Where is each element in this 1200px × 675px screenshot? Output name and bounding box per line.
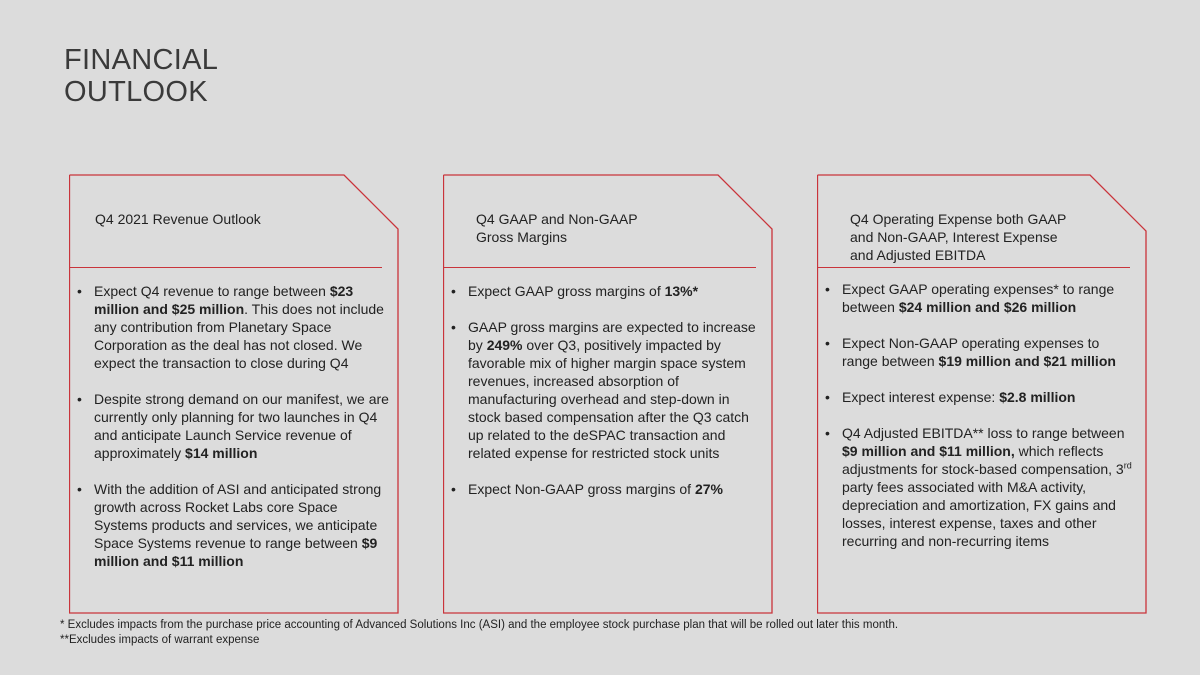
- card-divider: [69, 267, 382, 268]
- bullet-item: [842, 424, 1132, 550]
- bold-value: $9 million and $11 million: [94, 535, 378, 569]
- slide-title: [64, 44, 218, 108]
- card-divider: [443, 267, 756, 268]
- bullet-text: Expect GAAP operating expenses* to range between: [842, 281, 1115, 315]
- card-heading-line: and Non-GAAP, Interest Expense: [850, 229, 1058, 245]
- bold-value: $24 million and $26 million: [898, 299, 1077, 315]
- bullet-text: Despite strong demand on our manifest, we are currently only planning for two launches in Q4 and anticipate Launch Service revenue of approximately: [94, 391, 389, 461]
- bullet-text: Expect Non-GAAP gross margins of: [468, 481, 695, 497]
- bullet-item: [468, 282, 763, 300]
- card-bullet-list: [468, 282, 763, 516]
- card-heading: [850, 210, 1110, 264]
- card-heading-line: and Adjusted EBITDA: [850, 247, 986, 263]
- bullet-text: Expect Q4 revenue to range between: [94, 283, 330, 299]
- bullet-item: [468, 480, 763, 498]
- card-bullet-list: [842, 280, 1132, 568]
- bullet-item: [94, 390, 389, 462]
- bold-value: $9 million and $11 million,: [842, 443, 1015, 459]
- card-heading-line: Q4 2021 Revenue Outlook: [95, 211, 261, 227]
- bold-value: $23 million and $25 million: [94, 283, 354, 317]
- card-heading-line: Q4 Operating Expense both GAAP: [850, 211, 1067, 227]
- bullet-text: Q4 Adjusted EBITDA** loss to range between: [842, 425, 1125, 441]
- bullet-text: . This does not include any contribution from Planetary Space Corporation as the deal has not closed. We expect the transaction to close during Q4: [94, 301, 384, 371]
- bullet-text: over Q3, positively impacted by favorable mix of higher margin space system revenues, increased absorption of manufacturing overhead and step-down in stock based compensation after the Q3 catch up related to the deSPAC transaction and related expense for restricted stock units: [468, 337, 749, 461]
- bullet-text: party fees associated with M&A activity, depreciation and amortization, FX gains and losses, interest expense, taxes and other recurring and non-recurring items: [842, 479, 1116, 549]
- footnote-asi: * Excludes impacts from the purchase price accounting of Advanced Solutions Inc (ASI) and the employee stock purchase plan that will be rolled out later this month.: [60, 619, 899, 631]
- bullet-item: [468, 318, 763, 462]
- bullet-text: With the addition of ASI and anticipated strong growth across Rocket Labs core Space Systems products and services, we anticipate Space Systems revenue to range between: [94, 481, 382, 551]
- card-heading: [95, 210, 355, 228]
- bullet-text: GAAP gross margins are expected to increase by: [468, 319, 756, 353]
- superscript: rd: [1123, 460, 1132, 471]
- bold-value: 27%: [694, 481, 723, 497]
- card-operating-expense: [817, 174, 1147, 614]
- card-gross-margins: [443, 174, 773, 614]
- title-line-1: FINANCIAL: [64, 44, 219, 76]
- bullet-text: Expect Non-GAAP operating expenses to range between: [842, 335, 1100, 369]
- card-divider: [817, 267, 1130, 268]
- card-bullet-list: [94, 282, 389, 588]
- bullet-item: [842, 280, 1132, 316]
- bullet-item: [94, 282, 389, 372]
- bullet-text: which reflects adjustments for stock-based compensation, 3: [842, 443, 1124, 477]
- card-revenue-outlook: [69, 174, 399, 614]
- title-line-2: OUTLOOK: [64, 76, 208, 108]
- bullet-text: Expect interest expense:: [842, 389, 1000, 405]
- bullet-item: [842, 334, 1132, 370]
- bullet-item: [842, 388, 1132, 406]
- bold-value: 13%*: [664, 283, 699, 299]
- footnote-warrant: **Excludes impacts of warrant expense: [60, 634, 260, 646]
- bold-value: $2.8 million: [999, 389, 1076, 405]
- bullet-text: Expect GAAP gross margins of: [468, 283, 665, 299]
- card-heading-line: Q4 GAAP and Non-GAAP: [476, 211, 638, 227]
- bullet-item: [94, 480, 389, 570]
- bold-value: $14 million: [185, 445, 258, 461]
- bold-value: $19 million and $21 million: [938, 353, 1116, 369]
- bold-value: 249%: [486, 337, 523, 353]
- card-heading: [476, 210, 736, 246]
- card-heading-line: Gross Margins: [476, 229, 568, 245]
